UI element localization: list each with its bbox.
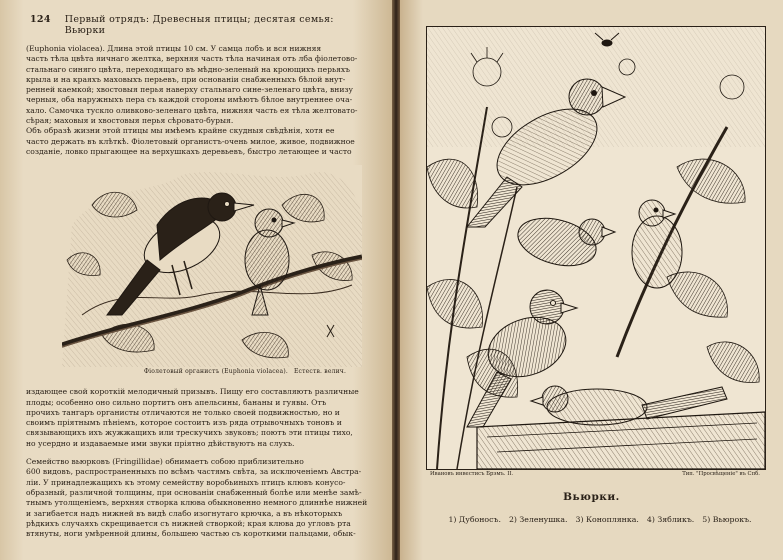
paragraph-song: издающее свой короткій мелодичный призывъ. Пищу его составляютъ различные плоды; особенно оно сильно портитъ онъ апельсины, бананы и гуявы. Отъ прочихъ тангаръ органисты отличаются не только своей подвижностью, но и своимъ пріятнымъ пѣніемъ, которое состоитъ изъ ряда отрывочныхъ тоновъ и связывающихъ ихъ жужжащихъ или трескучихъ звуковъ; поютъ эти птицы тихо, но усердно и издаваемые ими звуки пріятно дѣйствуютъ на слухъ.: [26, 387, 359, 448]
legend-item: 3) Коноплянка.: [575, 515, 639, 524]
credit-right: Тип. "Просвѣщеніе" въ Спб.: [682, 471, 760, 477]
figure-caption: [144, 368, 374, 375]
finches-engraving: [427, 27, 765, 469]
paragraph-euphonia-description: (Euphonia violacea). Длина этой птицы 10 см. У самца лобъ и вся нижняя часть тѣла цвѣта яичнаго желтка, верхняя часть тѣла начиная отъ лба фіолетово- стальнаго синяго цвѣта, переходящаго въ мѣдно-зеленый на кроющихъ перьяхъ крыла и на краяхъ маховыхъ перьевъ, при основаніи снабженныхъ бѣлой внут- ренней каемкой; хвостовыя перья наверху стальнаго сине-зеленаго цвѣта, внизу черныя, оба наружныхъ пера съ каждой стороны имѣютъ бѣлое внутреннее оча- хало. Самочка тускло оливково-зеленаго цвѣта, нижняя часть ея тѣла желтовато- сѣрая; маховыя и хвостовыя перья сѣровато-бурыя.: [26, 44, 358, 126]
legend-item: 1) Дубоносъ.: [448, 515, 501, 524]
finches-plate: [426, 26, 766, 470]
plate-legend: [440, 515, 760, 524]
euphonia-illustration: [62, 165, 362, 367]
figure-caption-scale: Естеств. велич.: [293, 368, 347, 376]
euphonia-engraving: [62, 165, 362, 367]
page-header: [30, 14, 374, 36]
running-head: Первый отрядъ: Древесныя птицы; десятая семья: Вьюрки: [64, 14, 334, 36]
plate-credits: [430, 471, 760, 477]
legend-item: 2) Зеленушка.: [508, 515, 568, 524]
page-number: 124: [30, 14, 51, 25]
credit-left: Ивановъ инвестисъ Брэмъ. II.: [430, 471, 514, 477]
plate-title: Вьюрки.: [563, 491, 620, 503]
right-page: [400, 0, 783, 560]
paragraph-fringillidae: Семейство вьюрковъ (Fringillidae) обнимаетъ собою приблизительно 600 видовъ, распространенныхъ по всѣмъ частямъ свѣта, за исключеніемъ Австра- ліи. У принадлежащихъ къ этому семейству воробьиныхъ птицъ клювъ конусо- образный, различной толщины, при основаніи снабженный болѣе или менѣе замѣ- тнымъ утолщеніемъ, верхняя створка клюва обыкновенно немного длиннѣе нижней и загибается надъ нижней въ видѣ слабо изогнутаго крючка, а въ нѣкоторыхъ рѣдкихъ случаяхъ скрещивается съ нижней створкой; края клюва до угловъ рта втянуты, ноги умѣренной длины, большею частью съ короткими пальцами, обык-: [26, 457, 368, 539]
legend-item: 4) Зябликъ.: [646, 515, 695, 524]
figure-caption-title: Фіолетовый органистъ (Euphonia violacea).: [144, 368, 288, 376]
paragraph-lifestyle: Объ образѣ жизни этой птицы мы имѣемъ крайне скудныя свѣдѣнія, хотя ее часто держать въ клѣткѣ. Фіолетовый органистъ-очень милое, живое, подвижное созданіе, ловко прыгающее на верхушкахъ деревьевъ, быстро летающее и часто: [26, 126, 355, 156]
legend-item: 5) Вьюрокъ.: [702, 515, 752, 524]
book-gutter: [392, 0, 400, 560]
